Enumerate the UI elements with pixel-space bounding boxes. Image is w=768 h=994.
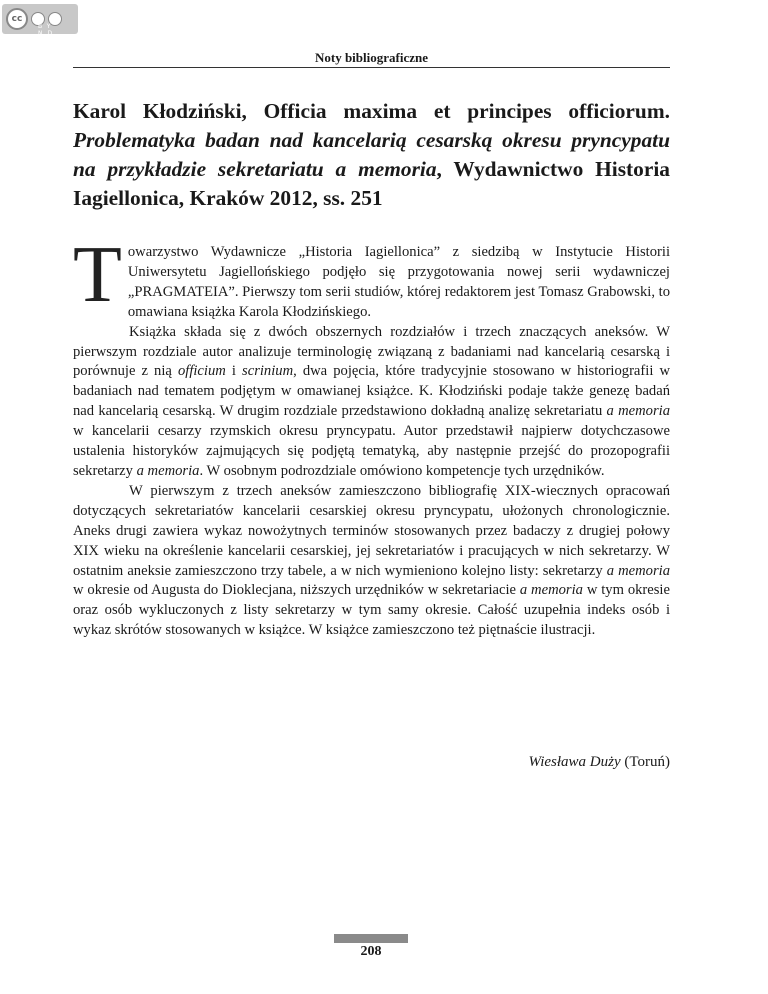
page-number-bar [334, 934, 408, 943]
header-rule [73, 67, 670, 68]
review-title [73, 97, 670, 213]
paragraph-2: Książka składa się z dwóch obszernych rozdziałów i trzech znaczących aneksów. W pierwszym rozdziale autor analizuje terminologię związaną z badaniami nad kancelarią cesarską i porównuje z nią officium i scrinium, dwa pojęcia, które tradycyjnie stosowano w historiografii w badaniach nad tematem podjętym w omawianej książce. K. Kłodziński podaje także genezę badań nad kancelarią cesarską. W drugim rozdziale przedstawiono dokładną analizę sekretariatu a memoria w kancelarii cesarzy rzymskich okresu pryncypatu. Autor przedstawił najpierw dotychczasowe ustalenia historyków zajmujących się podjętą tematyką, aby następnie przejść do prozopografii sekretarzy a memoria. W osobnym podrozdziale omówiono kompetencje tych urzędników. [73, 323, 670, 479]
review-body [73, 231, 670, 641]
cc-license-badge [2, 4, 78, 37]
title-author-and-book: Karol Kłodziński, Officia maxima et principes officiorum. [73, 99, 670, 123]
paragraph-3: W pierwszym z trzech aneksów zamieszczono bibliografię XIX-wiecznych opracowań dotyczących sekretariatów kancelarii cesarskiej okresu pryncypatu, ułożonych chronologicznie. Aneks drugi zawiera wykaz nowożytnych terminów stosowanych przez badaczy z drugiej połowy XIX wieku na określenie kancelarii cesarskiej, jej sekretariatów i pracujących w nich sekretarzy. W ostatnim aneksie zamieszczono trzy tabele, a w nich wymieniono kolejno listy: sekretarzy a memoria w okresie od Augusta do Dioklecjana, niższych urzędników w sekretariacie a memoria w tym okresie oraz osób wykluczonych z listy sekretarzy w tym samy okresie. Całość uzupełnia indeks osób i wykaz skrótów stosowanych w książce. W książce zamieszczono też piętnaście ilustracji. [73, 482, 670, 639]
license-text: BY ND [38, 23, 58, 37]
drop-cap: T [73, 231, 122, 319]
reviewer-place: (Toruń) [620, 754, 670, 770]
page-number: 208 [360, 944, 382, 959]
reviewer-signature [73, 754, 670, 771]
title-subtitle: Problematyka badan nad kancelarią cesarską okresu pryncypatu na przykładzie sekretariatu a memoria [73, 128, 670, 181]
title-publisher: , Wydawnictwo Historia Iagiellonica, Kraków 2012, ss. 251 [73, 157, 670, 210]
cc-icon: cc [6, 8, 28, 30]
running-head: Noty bibliograficzne [314, 50, 428, 65]
paragraph-1: Towarzystwo Wydawnicze „Historia Iagiellonica” z siedzibą w Instytucie Historii Uniwersytetu Jagiellońskiego podjęło się przygotowania nowej serii wydawniczej „PRAGMATEIA”. Pierwszy tom serii studiów, której redaktorem jest Tomasz Grabowski, to omawiana książka Karola Kłodzińskiego. [73, 231, 670, 320]
reviewer-name: Wiesława Duży [528, 754, 621, 770]
